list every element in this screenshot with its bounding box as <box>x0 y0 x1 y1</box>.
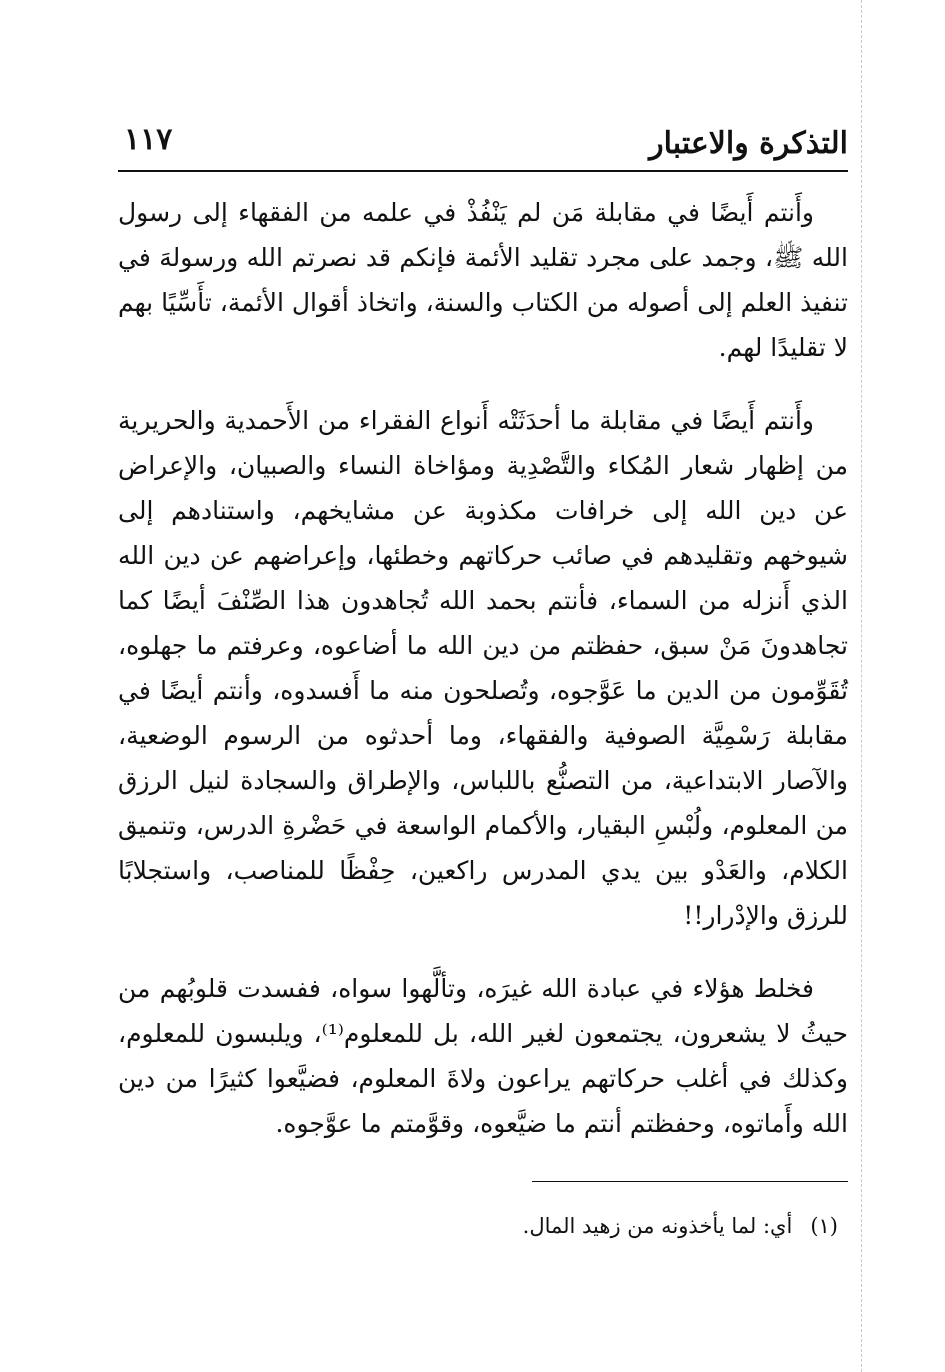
footnote-text: أي: لما يأخذونه من زهيد المال. <box>522 1214 793 1238</box>
page-number: ١١٧ <box>124 122 173 157</box>
paragraph: وأَنتم أَيضًا في مقابلة مَن لم يَنْفُذْ في علمه من الفقهاء إلى رسول الله ﷺ، وجمد على مجرد تقليد الأئمة فإنكم قد نصرتم الله ورسولهَ في تنفيذ العلم إلى أصوله من الكتاب والسنة، واتخاذ أقوال الأئمة، تأَسِّيًا بهم لا تقليدًا لهم. <box>118 198 848 362</box>
paragraph: وأَنتم أَيضًا في مقابلة ما أحدَثَتْه أَنواع الفقراء من الأَحمدية والحريرية من إظهار شعار المُكاء والتَّصْدِية ومؤاخاة النساء والصبيان، والإعراض عن دين الله إلى خرافات مكذوبة عن مشايخهم، واستنادهم إلى شيوخهم وتقليدهم في صائب حركاتهم وخطئها، وإعراضهم عن دين الله الذي أَنزله من السماء، فأنتم بحمد الله تُجاهدون هذا الصِّنْفَ أيضًا كما تجاهدونَ مَنْ سبق، حفظتم من دين الله ما أضاعوه، وعرفتم ما جهلوه، تُقَوِّمون من الدين ما عَوَّجوه، وتُصلحون منه ما أَفسدوه، وأنتم أيضًا في مقابلة رَسْمِيَّة الصوفية والفقهاء، وما أحدثوه من الرسوم الوضعية، والآصار الابتداعية، من التصنُّع باللباس، والإطراق والسجادة لنيل الرزق من المعلوم، ولُبْسِ البقيار، والأكمام الواسعة في حَضْرةِ الدرس، وتنميق الكلام، والعَدْو بين يدي المدرس راكعين، حِفْظًا للمناصب، واستجلابًا للرزق والإدْرار!! <box>118 406 848 930</box>
footnote-number: (١) <box>810 1214 838 1238</box>
running-header <box>118 118 848 174</box>
running-header-title: التذكرة والاعتبار <box>649 126 848 161</box>
header-rule <box>118 170 848 172</box>
footnote <box>118 1208 838 1244</box>
footnote-rule <box>532 1181 848 1182</box>
page-edge-line <box>861 0 862 1372</box>
paragraph: فخلط هؤلاء في عبادة الله غيرَه، وتألَّهوا سواه، ففسدت قلوبُهم من حيثُ لا يشعرون، يجتمعون لغير الله، بل للمعلوم⁽¹⁾، ويلبسون للمعلوم، وكذلك في أغلب حركاتهم يراعون ولاةَ المعلوم، فضيَّعوا كثيرًا من دين الله وأَماتوه، وحفظتم أنتم ما ضيَّعوه، وقوَّمتم ما عوَّجوه. <box>118 974 848 1138</box>
main-text <box>118 190 848 1174</box>
